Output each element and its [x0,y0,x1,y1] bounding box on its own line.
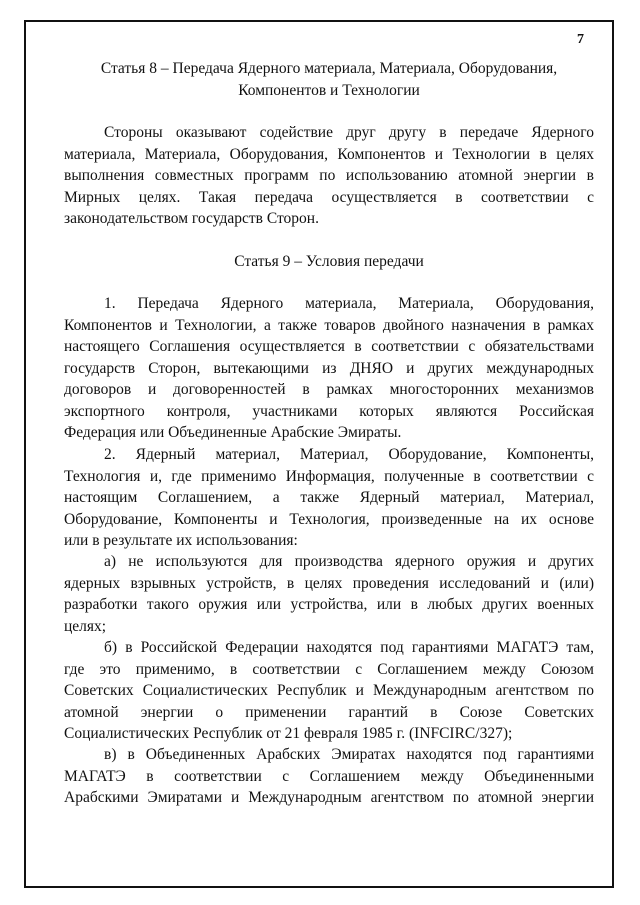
text-line: разработки такого оружия или устройства, или в любых других военных [64,596,594,613]
text-line: б) в Российской Федерации находятся под гарантиями МАГАТЭ там, [104,639,594,656]
text-line: экспортного контроля, участниками которых являются Российская [64,402,594,420]
text-line: Компонентов и Технологии, а также товаров двойного назначения в рамках [64,316,594,334]
subpoint-c [64,744,594,809]
text-line: Мирных целях. Такая передача осуществляется в соответствии с [64,188,594,206]
heading-line: Статья 8 – Передача Ядерного материала, Материала, Оборудования, [100,60,558,77]
subpoint-a [64,551,594,637]
subpoint-b [64,637,594,745]
text-line: 2. Ядерный материал, Материал, Оборудование, Компоненты, [104,446,594,463]
text-line: Федерация или Объединенные Арабские Эмираты. [64,424,402,441]
text-line: в) в Объединенных Арабских Эмиратах находятся под гарантиями [104,746,594,763]
text-line: выполнения совместных программ по использованию атомной энергии в [64,167,594,184]
text-line: Советских Социалистических Республик и Международным агентством по [64,682,594,699]
text-line: настоящим Соглашением, а также Ядерный материал, Материал, [64,489,594,506]
text-line: ядерных взрывных устройств, в целях проведения исследований и (или) [64,574,594,592]
text-line: где это применимо, в соответствии с Соглашением между Союзом [64,660,594,678]
text-line: Стороны оказывают содействие друг другу в передаче Ядерного [104,124,594,141]
text-line: 1. Передача Ядерного материала, Материала, Оборудования, [104,295,594,312]
text-line: законодательством государств Сторон. [64,210,319,227]
page-number: 7 [577,32,584,47]
text-line: или в результате их использования: [64,532,298,549]
text-line: договоров и договоренностей в рамках многосторонних механизмов [64,381,594,398]
article9-heading [64,251,594,273]
text-line: атомной энергии о применении гарантий в Союзе Советских [64,703,594,721]
article9-point-1 [64,293,594,444]
text-line: Социалистических Республик от 21 февраля 1985 г. (INFCIRC/327); [64,725,513,742]
text-line: МАГАТЭ в соответствии с Соглашением между Объединенными [64,767,594,785]
text-line: Технология и, где применимо Информация, полученные в соответствии с [64,467,594,485]
text-line: а) не используются для производства ядерного оружия и других [104,553,594,570]
text-line: настоящего Соглашения осуществляется в соответствии с обязательствами [64,338,594,355]
text-line: материала, Материала, Оборудования, Компонентов и Технологии в целях [64,145,594,163]
article8-paragraph [64,122,594,230]
heading-line: Компонентов и Технологии [238,81,420,99]
text-line: Оборудование, Компоненты и Технология, произведенные на их основе [64,510,594,528]
article8-heading [64,58,594,101]
heading-line: Статья 9 – Условия передачи [234,253,424,270]
text-line: целях; [64,617,107,635]
article9-point-2 [64,444,594,552]
text-line: государств Сторон, вытекающими из ДНЯО и других международных [64,359,594,377]
text-line: Арабскими Эмиратами и Международным агентством по атомной энергии [64,789,594,806]
